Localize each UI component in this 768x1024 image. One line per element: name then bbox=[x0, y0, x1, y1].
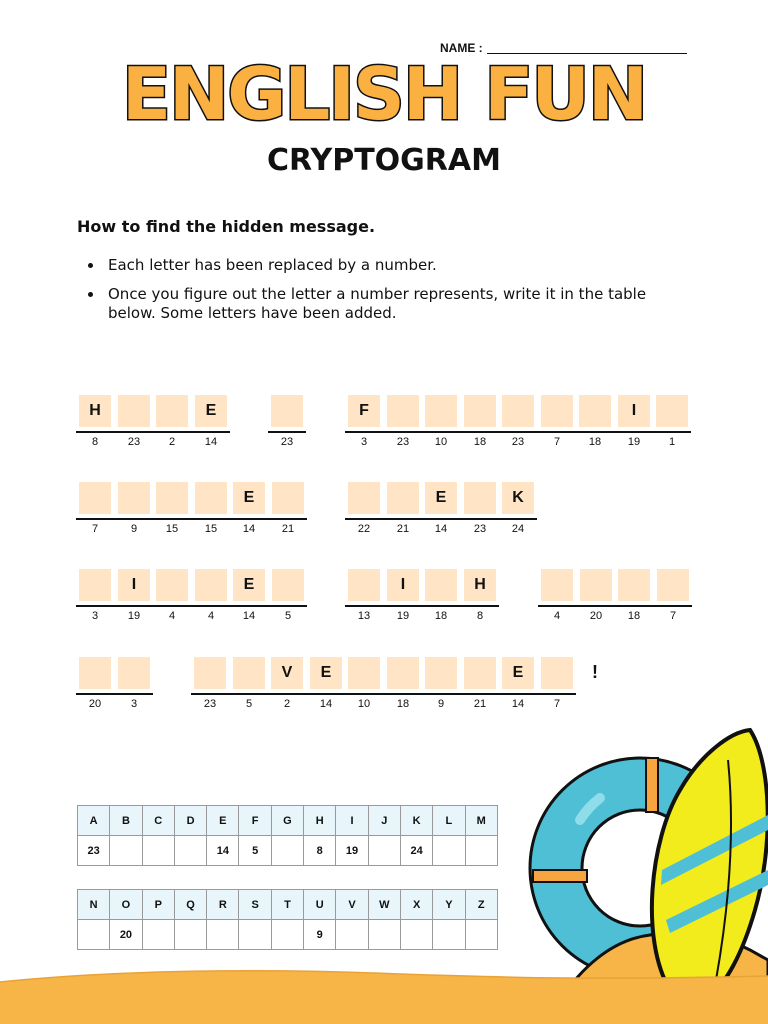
letter-box[interactable] bbox=[271, 395, 303, 427]
key-number-cell[interactable] bbox=[336, 920, 368, 950]
cipher-number: 23 bbox=[203, 698, 217, 710]
word-underline bbox=[76, 431, 230, 433]
key-letter: G bbox=[271, 806, 303, 836]
word-underline bbox=[76, 518, 307, 520]
cipher-number: 10 bbox=[434, 436, 448, 448]
letter-box[interactable] bbox=[541, 569, 573, 601]
key-number-cell[interactable] bbox=[465, 836, 497, 866]
key-letter: S bbox=[239, 890, 271, 920]
word-underline bbox=[538, 605, 692, 607]
letter-box[interactable]: E bbox=[425, 482, 457, 514]
key-letter: Z bbox=[465, 890, 497, 920]
letter-box[interactable] bbox=[541, 657, 573, 689]
key-number-cell[interactable] bbox=[271, 920, 303, 950]
letter-box[interactable] bbox=[195, 569, 227, 601]
cipher-number: 7 bbox=[669, 610, 677, 622]
key-letter: I bbox=[336, 806, 368, 836]
cipher-number: 23 bbox=[473, 523, 487, 535]
cipher-number: 23 bbox=[280, 436, 294, 448]
cipher-number: 19 bbox=[127, 610, 141, 622]
cipher-number: 23 bbox=[127, 436, 141, 448]
letter-box[interactable] bbox=[233, 657, 265, 689]
letter-box[interactable] bbox=[194, 657, 226, 689]
letter-box[interactable] bbox=[387, 657, 419, 689]
cipher-number: 15 bbox=[204, 523, 218, 535]
letter-box[interactable] bbox=[657, 569, 689, 601]
instruction-item: Each letter has been replaced by a number. bbox=[86, 256, 696, 275]
letter-box[interactable] bbox=[118, 482, 150, 514]
instruction-item: Once you figure out the letter a number represents, write it in the table below. Some letters have been added. bbox=[86, 285, 696, 323]
key-letter: C bbox=[142, 806, 174, 836]
key-number-cell[interactable] bbox=[110, 836, 142, 866]
word-underline bbox=[268, 431, 306, 433]
cipher-number: 18 bbox=[588, 436, 602, 448]
key-number-cell[interactable] bbox=[142, 836, 174, 866]
cipher-number: 14 bbox=[242, 610, 256, 622]
letter-box[interactable] bbox=[502, 395, 534, 427]
letter-box[interactable]: K bbox=[502, 482, 534, 514]
key-number-cell[interactable]: 5 bbox=[239, 836, 271, 866]
cipher-number: 14 bbox=[204, 436, 218, 448]
cipher-number: 5 bbox=[245, 698, 253, 710]
cipher-number: 22 bbox=[357, 523, 371, 535]
letter-box[interactable] bbox=[79, 482, 111, 514]
letter-box[interactable] bbox=[425, 569, 457, 601]
cipher-number: 14 bbox=[319, 698, 333, 710]
key-number-cell[interactable] bbox=[433, 836, 465, 866]
letter-box[interactable] bbox=[425, 657, 457, 689]
key-letter: J bbox=[368, 806, 400, 836]
page-subtitle: CRYPTOGRAM bbox=[267, 143, 501, 178]
word-underline bbox=[76, 693, 153, 695]
letter-box[interactable]: I bbox=[387, 569, 419, 601]
key-table-n-z bbox=[77, 889, 498, 950]
letter-box[interactable]: H bbox=[464, 569, 496, 601]
cipher-number: 8 bbox=[476, 610, 484, 622]
key-number-cell[interactable]: 24 bbox=[400, 836, 432, 866]
key-letter: E bbox=[207, 806, 239, 836]
key-letter: M bbox=[465, 806, 497, 836]
letter-box[interactable] bbox=[156, 569, 188, 601]
letter-box[interactable]: I bbox=[618, 395, 650, 427]
key-letter: D bbox=[174, 806, 206, 836]
key-letter: X bbox=[400, 890, 432, 920]
letter-box[interactable]: E bbox=[195, 395, 227, 427]
cipher-number: 19 bbox=[627, 436, 641, 448]
letter-box[interactable]: F bbox=[348, 395, 380, 427]
key-number-cell[interactable]: 8 bbox=[304, 836, 336, 866]
letter-box[interactable] bbox=[464, 395, 496, 427]
cipher-number: 3 bbox=[91, 610, 99, 622]
letter-box[interactable] bbox=[464, 482, 496, 514]
letter-box[interactable]: V bbox=[271, 657, 303, 689]
key-number-cell[interactable] bbox=[368, 836, 400, 866]
cipher-number: 23 bbox=[511, 436, 525, 448]
letter-box[interactable]: I bbox=[118, 569, 150, 601]
key-letter: B bbox=[110, 806, 142, 836]
letter-box[interactable]: E bbox=[310, 657, 342, 689]
letter-box[interactable] bbox=[118, 657, 150, 689]
key-letter-row bbox=[78, 806, 498, 836]
letter-box[interactable] bbox=[618, 569, 650, 601]
cipher-number: 8 bbox=[91, 436, 99, 448]
letter-box[interactable] bbox=[156, 482, 188, 514]
key-letter: O bbox=[110, 890, 142, 920]
key-number-cell[interactable] bbox=[239, 920, 271, 950]
cipher-number: 18 bbox=[473, 436, 487, 448]
cipher-number: 7 bbox=[553, 436, 561, 448]
key-number-cell[interactable] bbox=[400, 920, 432, 950]
key-number-cell[interactable]: 19 bbox=[336, 836, 368, 866]
key-letter: V bbox=[336, 890, 368, 920]
key-letter: U bbox=[304, 890, 336, 920]
cipher-number: 14 bbox=[242, 523, 256, 535]
word-underline bbox=[345, 518, 537, 520]
letter-box[interactable]: E bbox=[233, 569, 265, 601]
cipher-number: 9 bbox=[130, 523, 138, 535]
key-letter: Y bbox=[433, 890, 465, 920]
cipher-number: 9 bbox=[437, 698, 445, 710]
cipher-number: 20 bbox=[88, 698, 102, 710]
letter-box[interactable] bbox=[464, 657, 496, 689]
word-underline bbox=[345, 431, 691, 433]
cipher-number: 13 bbox=[357, 610, 371, 622]
key-number-cell[interactable] bbox=[174, 920, 206, 950]
key-number-cell[interactable] bbox=[271, 836, 303, 866]
letter-box[interactable] bbox=[348, 657, 380, 689]
cipher-number: 18 bbox=[396, 698, 410, 710]
cipher-number: 20 bbox=[589, 610, 603, 622]
letter-box[interactable] bbox=[79, 569, 111, 601]
letter-box[interactable] bbox=[79, 657, 111, 689]
key-letter: F bbox=[239, 806, 271, 836]
cipher-number: 2 bbox=[283, 698, 291, 710]
sand-ground bbox=[0, 960, 768, 1024]
exclamation-mark: ! bbox=[592, 662, 598, 682]
cipher-number: 18 bbox=[434, 610, 448, 622]
key-number-cell[interactable]: 14 bbox=[207, 836, 239, 866]
key-letter-row bbox=[78, 890, 498, 920]
letter-box[interactable] bbox=[118, 395, 150, 427]
key-number-cell[interactable] bbox=[465, 920, 497, 950]
cipher-number: 2 bbox=[168, 436, 176, 448]
cipher-number: 4 bbox=[553, 610, 561, 622]
letter-box[interactable] bbox=[348, 569, 380, 601]
letter-box[interactable] bbox=[656, 395, 688, 427]
cipher-number: 4 bbox=[207, 610, 215, 622]
letter-box[interactable]: H bbox=[79, 395, 111, 427]
letter-box[interactable] bbox=[195, 482, 227, 514]
cipher-number: 24 bbox=[511, 523, 525, 535]
cipher-number: 21 bbox=[396, 523, 410, 535]
cipher-number: 5 bbox=[284, 610, 292, 622]
key-letter: Q bbox=[174, 890, 206, 920]
word-underline bbox=[191, 693, 576, 695]
cipher-number: 14 bbox=[434, 523, 448, 535]
letter-box[interactable] bbox=[425, 395, 457, 427]
key-number-cell[interactable] bbox=[207, 920, 239, 950]
cipher-number: 10 bbox=[357, 698, 371, 710]
word-underline bbox=[345, 605, 499, 607]
key-letter: L bbox=[433, 806, 465, 836]
letter-box[interactable] bbox=[156, 395, 188, 427]
key-number-row bbox=[78, 836, 498, 866]
instructions-heading: How to find the hidden message. bbox=[77, 217, 376, 236]
key-letter: H bbox=[304, 806, 336, 836]
key-letter: K bbox=[400, 806, 432, 836]
key-number-cell[interactable]: 20 bbox=[110, 920, 142, 950]
key-number-cell[interactable] bbox=[174, 836, 206, 866]
key-number-cell[interactable] bbox=[142, 920, 174, 950]
cipher-number: 15 bbox=[165, 523, 179, 535]
key-number-cell[interactable]: 9 bbox=[304, 920, 336, 950]
cipher-number: 7 bbox=[553, 698, 561, 710]
key-table-a-m bbox=[77, 805, 498, 866]
cipher-number: 4 bbox=[168, 610, 176, 622]
cipher-number: 3 bbox=[360, 436, 368, 448]
letter-box[interactable] bbox=[272, 569, 304, 601]
letter-box[interactable] bbox=[387, 482, 419, 514]
letter-box[interactable] bbox=[272, 482, 304, 514]
cipher-number: 18 bbox=[627, 610, 641, 622]
letter-box[interactable]: E bbox=[233, 482, 265, 514]
cipher-number: 3 bbox=[130, 698, 138, 710]
key-letter: A bbox=[78, 806, 110, 836]
letter-box[interactable]: E bbox=[502, 657, 534, 689]
key-letter: P bbox=[142, 890, 174, 920]
cipher-number: 19 bbox=[396, 610, 410, 622]
cipher-number: 7 bbox=[91, 523, 99, 535]
cipher-number: 21 bbox=[281, 523, 295, 535]
key-number-cell[interactable]: 23 bbox=[78, 836, 110, 866]
key-letter: R bbox=[207, 890, 239, 920]
cipher-number: 14 bbox=[511, 698, 525, 710]
letter-box[interactable] bbox=[348, 482, 380, 514]
key-number-cell[interactable] bbox=[78, 920, 110, 950]
cipher-number: 1 bbox=[668, 436, 676, 448]
key-letter: N bbox=[78, 890, 110, 920]
name-label: NAME : bbox=[440, 41, 483, 55]
letter-box[interactable] bbox=[541, 395, 573, 427]
cipher-number: 21 bbox=[473, 698, 487, 710]
letter-box[interactable] bbox=[580, 569, 612, 601]
instructions-list bbox=[86, 256, 696, 333]
page-title: ENGLISH FUN bbox=[121, 52, 647, 136]
letter-box[interactable] bbox=[579, 395, 611, 427]
cipher-number: 23 bbox=[396, 436, 410, 448]
key-letter: T bbox=[271, 890, 303, 920]
key-number-cell[interactable] bbox=[368, 920, 400, 950]
letter-box[interactable] bbox=[387, 395, 419, 427]
key-letter: W bbox=[368, 890, 400, 920]
word-underline bbox=[76, 605, 307, 607]
key-number-cell[interactable] bbox=[433, 920, 465, 950]
key-number-row bbox=[78, 920, 498, 950]
